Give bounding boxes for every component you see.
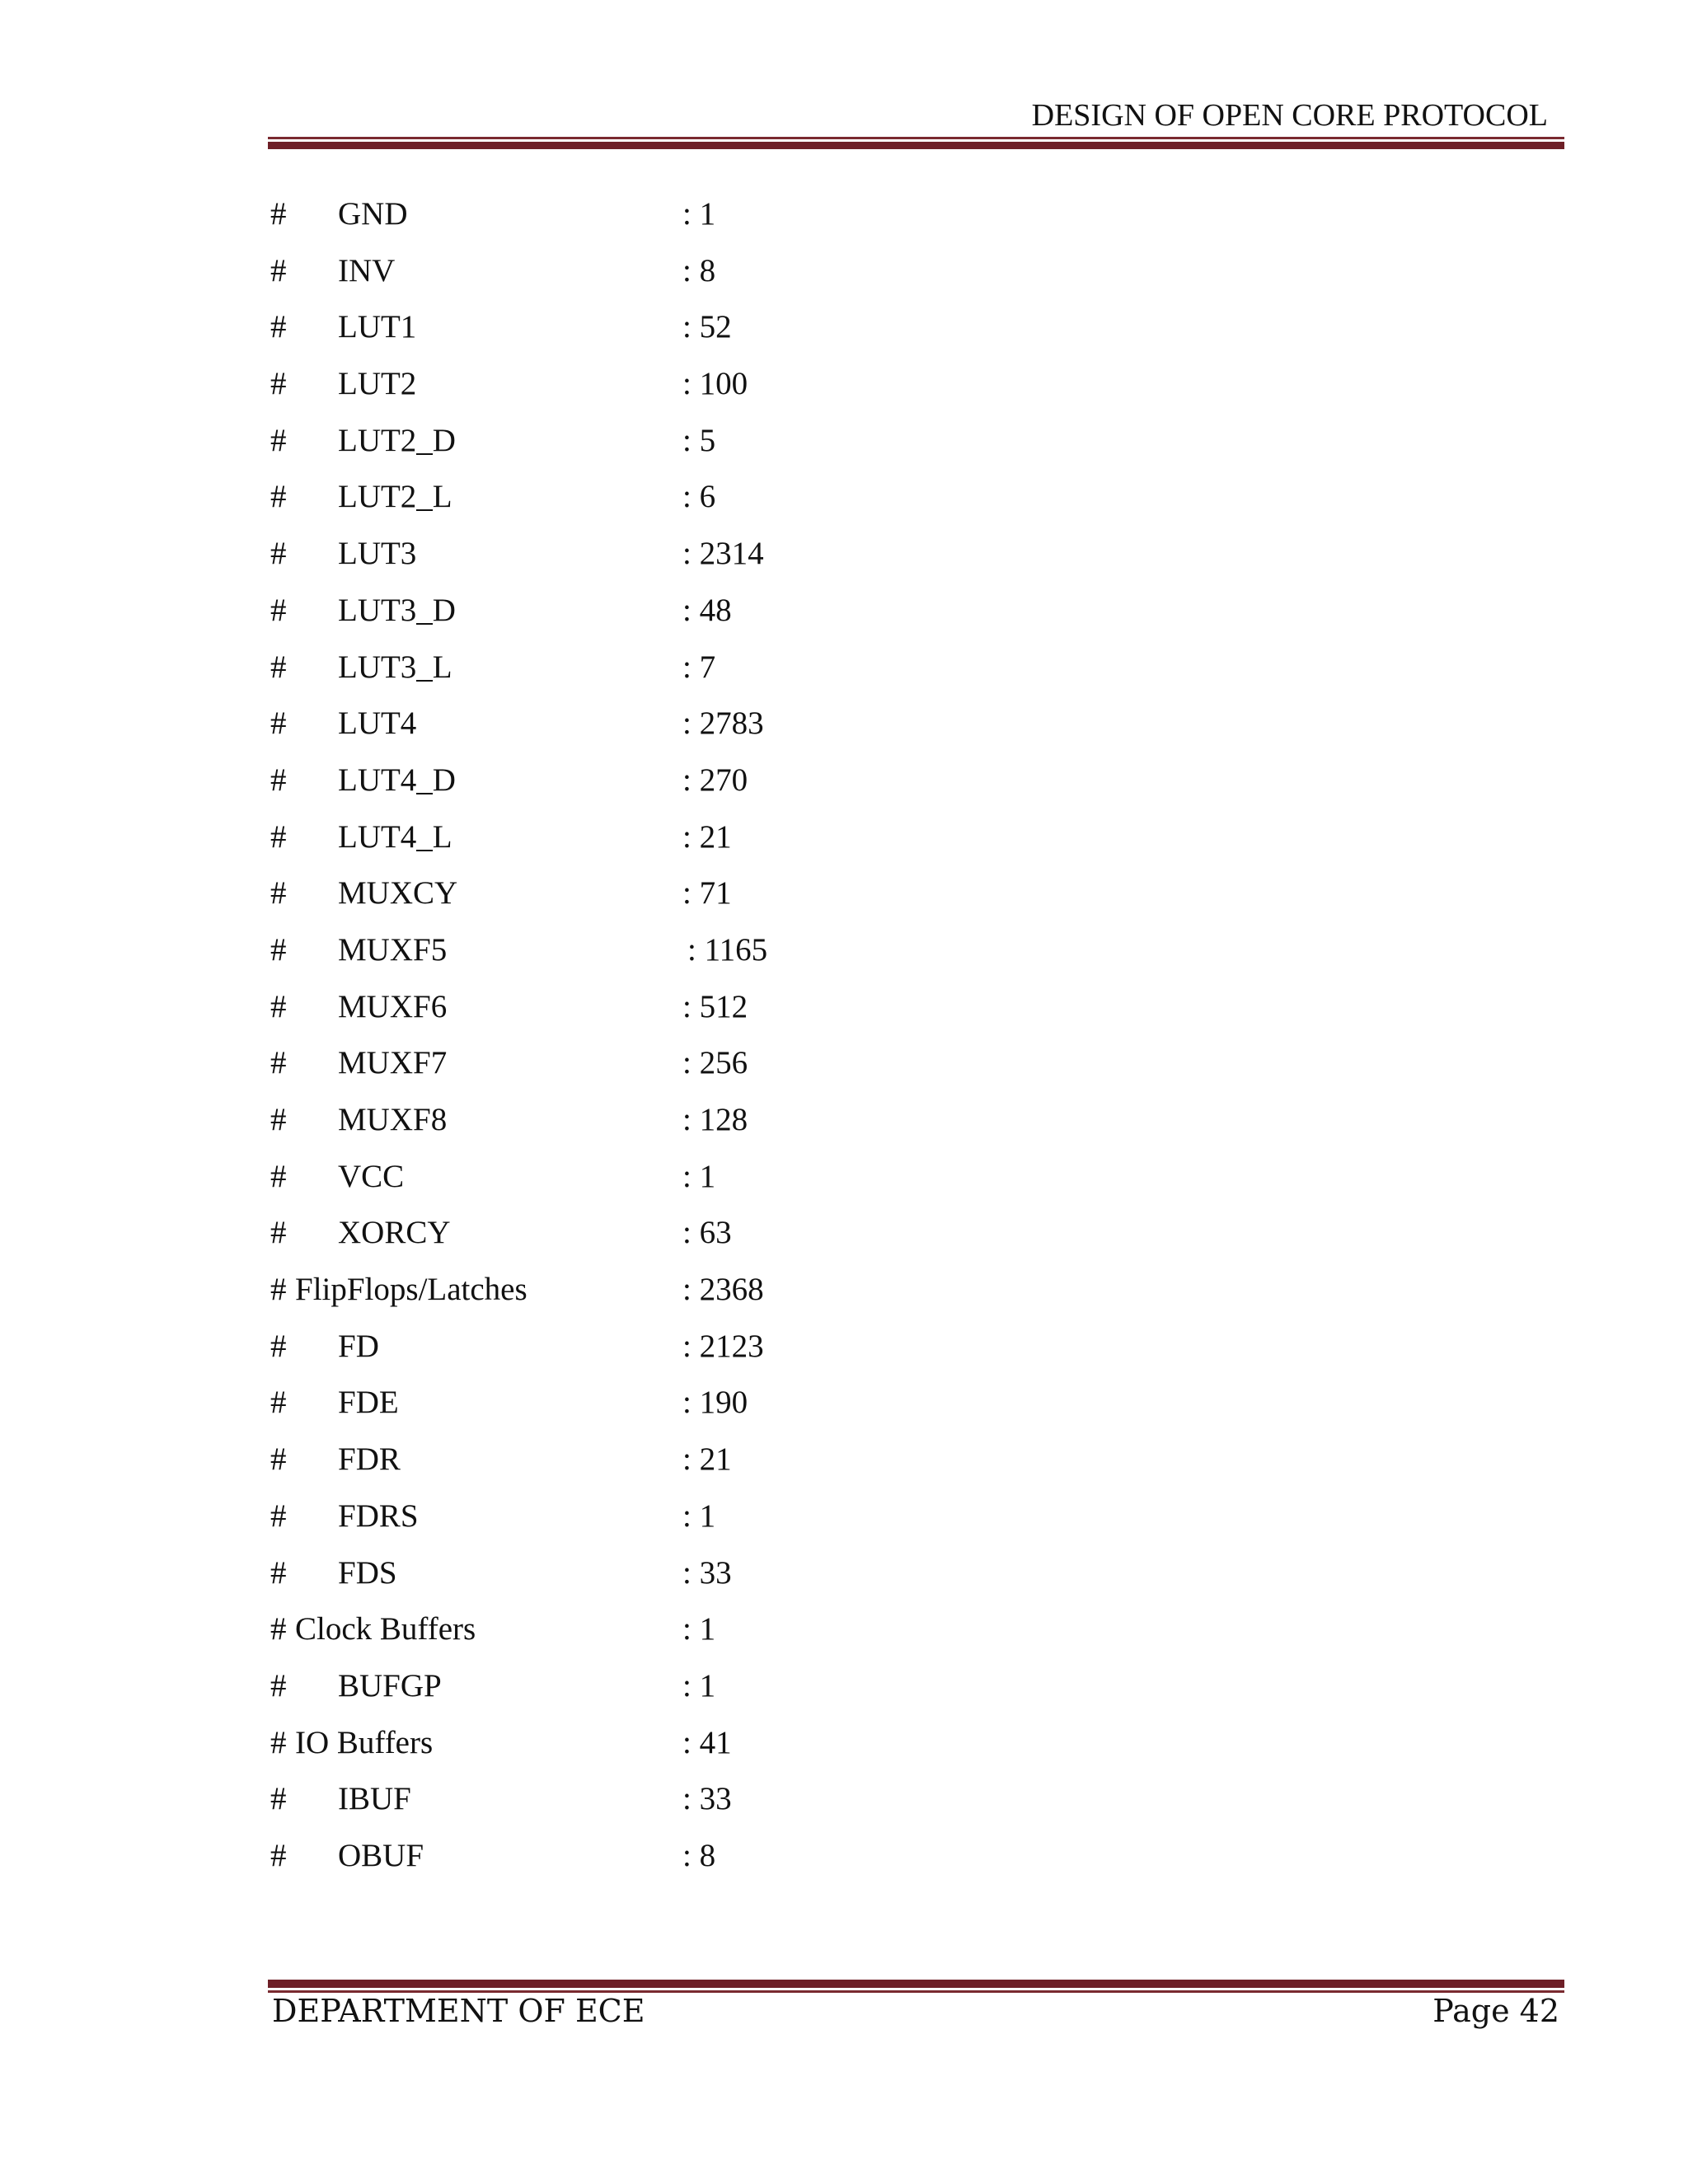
list-item: [270, 1550, 1259, 1607]
list-item: [270, 757, 1259, 814]
hash-mark: #: [270, 1102, 287, 1137]
hash-mark: #: [270, 762, 287, 798]
item-name: LUT4: [338, 705, 417, 742]
list-item: [270, 1210, 1259, 1267]
item-name: BUFGP: [338, 1667, 442, 1704]
hash-mark: #: [270, 988, 287, 1024]
list-item: [270, 870, 1259, 927]
item-name: VCC: [338, 1158, 405, 1194]
item-name: FDE: [338, 1385, 399, 1421]
footer-department: DEPARTMENT OF ECE: [272, 1993, 645, 2029]
item-name: LUT3_L: [338, 649, 452, 685]
page-number: Page 42: [1432, 1993, 1559, 2029]
list-item: [270, 814, 1259, 871]
list-item: [270, 1833, 1259, 1890]
item-name: INV: [338, 252, 396, 288]
item-value: : 2314: [682, 536, 764, 572]
hash-mark: #: [270, 252, 287, 288]
page-header-title: DESIGN OF OPEN CORE PROTOCOL: [1031, 98, 1548, 133]
hash-mark: #: [270, 1724, 287, 1760]
list-item: [270, 304, 1259, 361]
item-value: : 63: [682, 1215, 732, 1251]
list-item: [270, 927, 1259, 984]
item-name: MUXF6: [338, 988, 448, 1024]
hash-mark: #: [270, 1215, 287, 1251]
item-name: LUT3_D: [338, 592, 456, 628]
item-value: : 128: [682, 1102, 748, 1137]
list-group-header: [270, 1606, 1259, 1663]
item-value: : 71: [682, 875, 732, 912]
item-value: : 7: [682, 649, 716, 685]
header-rule: [268, 137, 1564, 149]
list-item: [270, 248, 1259, 305]
item-name: LUT2: [338, 366, 417, 402]
list-item: [270, 418, 1259, 475]
item-value: : 48: [682, 592, 732, 628]
item-value: : 1: [682, 1667, 716, 1704]
list-item: [270, 644, 1259, 701]
hash-mark: #: [270, 1667, 287, 1704]
group-value: : 1: [682, 1611, 716, 1647]
list-item: [270, 1436, 1259, 1493]
item-name: LUT2_L: [338, 479, 452, 515]
item-name: MUXF8: [338, 1102, 448, 1137]
group-name: Clock Buffers: [295, 1611, 476, 1647]
item-value: : 190: [682, 1385, 748, 1421]
list-group-header: [270, 1720, 1259, 1777]
item-name: XORCY: [338, 1215, 451, 1251]
item-value: : 33: [682, 1554, 732, 1591]
item-value: : 1: [682, 1497, 716, 1534]
hash-mark: #: [270, 818, 287, 855]
item-name: FDRS: [338, 1497, 419, 1534]
hash-mark: #: [270, 1611, 287, 1647]
group-value: : 41: [682, 1724, 732, 1760]
item-name: FD: [338, 1328, 379, 1364]
list-item: [270, 191, 1259, 248]
item-name: LUT3: [338, 536, 417, 572]
hash-mark: #: [270, 196, 287, 232]
hash-mark: #: [270, 649, 287, 685]
item-name: LUT4_L: [338, 818, 452, 855]
item-name: MUXF5: [338, 931, 448, 968]
item-value: : 8: [682, 1837, 716, 1873]
hash-mark: #: [270, 1385, 287, 1421]
hash-mark: #: [270, 1272, 287, 1308]
list-item: [270, 1776, 1259, 1833]
item-value: : 2123: [682, 1328, 764, 1364]
item-name: FDR: [338, 1441, 401, 1478]
item-name: GND: [338, 196, 408, 232]
group-name: FlipFlops/Latches: [295, 1272, 528, 1308]
hash-mark: #: [270, 536, 287, 572]
group-name: IO Buffers: [295, 1724, 434, 1760]
item-value: : 8: [682, 252, 716, 288]
footer-rule: [268, 1980, 1564, 1993]
item-value: : 6: [682, 479, 716, 515]
item-name: MUXCY: [338, 875, 458, 912]
hash-mark: #: [270, 1781, 287, 1817]
list-item: [270, 1663, 1259, 1720]
item-value: : 1165: [687, 931, 768, 968]
list-item: [270, 1380, 1259, 1436]
item-value: : 5: [682, 422, 716, 458]
group-value: : 2368: [682, 1272, 764, 1308]
hash-mark: #: [270, 1554, 287, 1591]
list-item: [270, 588, 1259, 644]
list-group-header: [270, 1267, 1259, 1324]
hash-mark: #: [270, 309, 287, 345]
hash-mark: #: [270, 366, 287, 402]
hash-mark: #: [270, 1497, 287, 1534]
item-name: OBUF: [338, 1837, 424, 1873]
item-name: MUXF7: [338, 1045, 448, 1081]
item-name: LUT4_D: [338, 762, 456, 798]
list-item: [270, 1324, 1259, 1380]
item-value: : 21: [682, 818, 732, 855]
list-item: [270, 984, 1259, 1041]
item-name: IBUF: [338, 1781, 411, 1817]
item-name: LUT1: [338, 309, 417, 345]
hash-mark: #: [270, 422, 287, 458]
resource-list: [270, 191, 1259, 1890]
hash-mark: #: [270, 1441, 287, 1478]
hash-mark: #: [270, 479, 287, 515]
item-value: : 1: [682, 1158, 716, 1194]
item-value: : 1: [682, 196, 716, 232]
list-item: [270, 1040, 1259, 1097]
list-item: [270, 361, 1259, 418]
item-value: : 512: [682, 988, 748, 1024]
list-item: [270, 1097, 1259, 1154]
list-item: [270, 701, 1259, 757]
list-item: [270, 1154, 1259, 1211]
item-value: : 270: [682, 762, 748, 798]
list-item: [270, 474, 1259, 531]
hash-mark: #: [270, 1837, 287, 1873]
hash-mark: #: [270, 1328, 287, 1364]
hash-mark: #: [270, 705, 287, 742]
hash-mark: #: [270, 931, 287, 968]
hash-mark: #: [270, 1045, 287, 1081]
hash-mark: #: [270, 592, 287, 628]
hash-mark: #: [270, 1158, 287, 1194]
list-item: [270, 531, 1259, 588]
item-name: FDS: [338, 1554, 397, 1591]
hash-mark: #: [270, 875, 287, 912]
item-value: : 21: [682, 1441, 732, 1478]
item-value: : 52: [682, 309, 732, 345]
item-value: : 33: [682, 1781, 732, 1817]
item-value: : 2783: [682, 705, 764, 742]
item-value: : 100: [682, 366, 748, 402]
item-name: LUT2_D: [338, 422, 456, 458]
item-value: : 256: [682, 1045, 748, 1081]
list-item: [270, 1493, 1259, 1550]
